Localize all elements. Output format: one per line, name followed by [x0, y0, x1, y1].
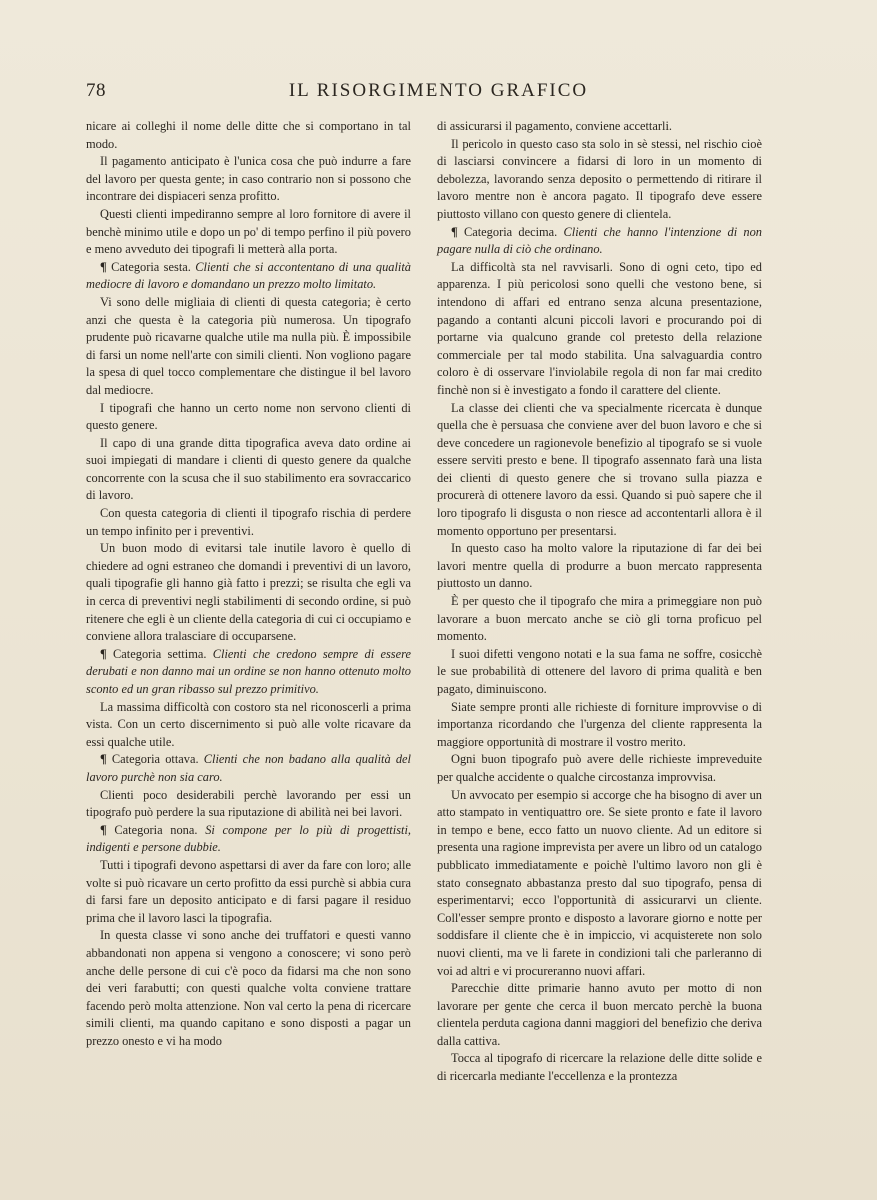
category-title: Clienti che hanno l'intenzione di non pagare nulla di ciò che ordinano. [437, 224, 762, 257]
pilcrow-mark: ¶ [100, 646, 107, 661]
category-heading [86, 259, 411, 294]
paragraph: La difficoltà sta nel ravvisarli. Sono di ogni ceto, tipo ed apparenza. I più pericolosi sono quelli che vestono bene, si intendono di affari ed entrano senza alcuna presentazione, pagando a contanti alcuni piccoli lavori e procurando poi di portarne via qualcuno grande col pretesto della relazione commerciale per tal modo stabilita. Una salvaguardia contro coloro è di osservare l'inviolabile regola di non far mai credito finchè non si è investigato a fondo il carattere del cliente. [437, 259, 762, 397]
paragraph: Parecchie ditte primarie hanno avuto per motto di non lavorare per gente che cerca il buon mercato perchè la buona clientela perduta cagiona danni maggiori del benefizio che deriva dalla cattiva. [437, 981, 762, 1048]
category-label: Categoria ottava. [111, 752, 199, 767]
category-heading [86, 822, 411, 857]
category-heading [86, 646, 411, 699]
paragraph: I suoi difetti vengono notati e la sua fama ne soffre, cosicchè le sue probabilità di ottenere del lavoro di prima qualità e ben pagato, diminuiscono. [437, 646, 762, 696]
pilcrow-mark: ¶ [451, 224, 458, 239]
paragraph: di assicurarsi il pagamento, conviene accettarli. [437, 119, 672, 133]
category-label: Categoria nona. [114, 822, 198, 837]
page-header [86, 78, 791, 108]
paragraph: Tutti i tipografi devono aspettarsi di aver da fare con loro; alle volte si può ricavare un certo profitto da essi purchè si abbia cura di farsi fare un deposito anticipato e di farsi pagare il residuo prima che il lavoro lasci la tipografia. [86, 857, 411, 925]
paragraph: I tipografi che hanno un certo nome non servono clienti di questo genere. [86, 400, 411, 433]
category-label: Categoria settima. [113, 646, 207, 661]
category-heading [437, 224, 762, 259]
page-number: 78 [86, 80, 106, 101]
paragraph: Tocca al tipografo di ricercare la relazione delle ditte solide e di ricercarla mediante l'eccellenza e la prontezza [437, 1051, 762, 1084]
paragraph: Il capo di una grande ditta tipografica aveva dato ordine ai suoi impiegati di mandare i clienti di questo genere da qualche concorrente con la scusa che il suo stabilimento era sovraccarico di lavoro. [86, 435, 411, 503]
category-title: Clienti che si accontentano di una qualità mediocre di lavoro e domandano un prezzo molto limitato. [86, 259, 411, 292]
paragraph: nicare ai colleghi il nome delle ditte che si comportano in tal modo. [86, 119, 411, 151]
pilcrow-mark: ¶ [100, 752, 107, 767]
paragraph: In questo caso ha molto valore la riputazione di far dei bei lavori mentre quella di produrre a buon mercato rappresenta piuttosto un danno. [437, 541, 762, 591]
category-title: Si compone per lo più di progettisti, indigenti e persone dubbie. [86, 822, 411, 855]
paragraph: In questa classe vi sono anche dei truffatori e questi vanno abbandonati non appena si vengono a conoscere; vi sono però anche delle persone di cui c'è poco da fidarsi ma che non sono dei veri farabutti; con questi qualche volta conviene trattare facendo però molta attenzione. Non val certo la pena di ricercare simili clienti, ma quando capitano e sono disposti a pagar un prezzo onesto e vi ha modo [86, 928, 411, 1048]
paragraph: Il pericolo in questo caso sta solo in sè stessi, nel rischio cioè di lasciarsi convincere a fidarsi di loro in un momento di debolezza, lavorando senza deposito o permettendo di ritirare il lavoro mentre non è ancora pagato. Il tipografo deve essere piuttosto villano con questo genere di clientela. [437, 136, 762, 221]
category-label: Categoria decima. [463, 224, 558, 239]
paragraph: Clienti poco desiderabili perchè lavorando per essi un tipografo può perdere la sua riputazione di abilità nei bei lavori. [86, 787, 411, 820]
category-heading [86, 751, 411, 786]
paragraph: Il pagamento anticipato è l'unica cosa che può indurre a fare del lavoro per questa gente; in caso contrario non si possono che incontrare dei dispiaceri senza profitto. [86, 154, 411, 204]
paragraph: È per questo che il tipografo che mira a primeggiare non può lavorare a buon mercato anche se ciò gli torna proficuo pel momento. [437, 594, 762, 644]
paragraph: Ogni buon tipografo può avere delle richieste impreveduite per qualche accidente o qualche circostanza improvvisa. [437, 752, 762, 784]
paragraph: La massima difficoltà con costoro sta nel riconoscerli a prima vista. Con un certo discernimento si può alle volte ricavare da essi qualche utile. [86, 699, 411, 749]
paragraph: Con questa categoria di clienti il tipografo rischia di perdere un tempo infinito per i preventivi. [86, 506, 411, 538]
paragraph: Siate sempre pronti alle richieste di forniture improvvise o di importanza ricordando che l'urgenza del cliente rappresenta la maggiore opportunità di mostrare il vostro merito. [437, 699, 762, 749]
left-column [86, 118, 411, 1050]
paragraph: La classe dei clienti che va specialmente ricercata è dunque quella che è persuasa che conviene aver del buon lavoro e che si deve concedere un ragionevole benefizio al tipografo se si vuole essere serviti presto e bene. Il tipografo assennato farà una lista dei clienti di questo genere che si trovano sulla piazza e procurerà di ottenere lavoro da essi. Quando si può sapere che il loro tipografo li disgusta o non riesce ad accontentarli allora è il momento opportuno per presentarsi. [437, 400, 762, 538]
running-title: IL RISORGIMENTO GRAFICO [288, 80, 589, 101]
pilcrow-mark: ¶ [100, 822, 107, 837]
category-title: Clienti che credono sempre di essere derubati e non danno mai un ordine se non hanno ottenuto molto sconto ed un gran ribasso sul prezzo primitivo. [86, 646, 411, 696]
paragraph: Vi sono delle migliaia di clienti di questa categoria; è certo anzi che questa è la categoria più numerosa. Un tipografo prudente può ricavarne qualche utile ma nulla più. È impossibile di farsi un nome nell'arte con simili clienti. Non vogliono pagare la spesa di quel tocco complementare che distingue il bel lavoro dal mediocre. [86, 294, 411, 397]
pilcrow-mark: ¶ [100, 259, 107, 274]
paragraph: Questi clienti impediranno sempre al loro fornitore di avere il benchè minimo utile e dopo un po' di tempo perfino il più povero e meno avveduto dei tipografi li metterà alla porta. [86, 206, 411, 257]
category-label: Categoria sesta. [111, 259, 191, 274]
category-title: Clienti che non badano alla qualità del lavoro purchè non sia caro. [86, 752, 411, 784]
right-column [437, 118, 762, 1086]
paragraph: Un buon modo di evitarsi tale inutile lavoro è quello di chiedere ad ogni estraneo che domandi i preventivi di un lavoro, quali tipografie gli hanno già fatto i prezzi; se risulta che egli va in cerca di preventivi negli stabilimenti di secondo ordine, si può ritenere che egli è un cliente della categoria di cui ci occupiamo e conviene allora tralasciare di occuparsene. [86, 541, 411, 644]
paragraph: Un avvocato per esempio si accorge che ha bisogno di aver un atto stampato in ventiquattro ore. Se siete pronto e fate il lavoro in tempo e bene, ecco fatto un nuovo cliente. Ad un editore si presenta una ragione imprevista per avere un libro od un catalogo pubblicato immediatamente e poichè l'ultimo lavoro non gli è stato consegnato abbastanza presto dal suo tipografo, pensa di esperimentarvi; ecco l'opportunità di assicurarvi un cliente. Coll'esser sempre pronto e disposto a lavorare giorno e notte per soddisfare il cliente che è in impiccio, vi acquisterete non solo nuovi clienti, ma ve li farete in condizioni tali che parleranno di voi ad altri e vi procureranno nuovi affari. [437, 787, 762, 978]
